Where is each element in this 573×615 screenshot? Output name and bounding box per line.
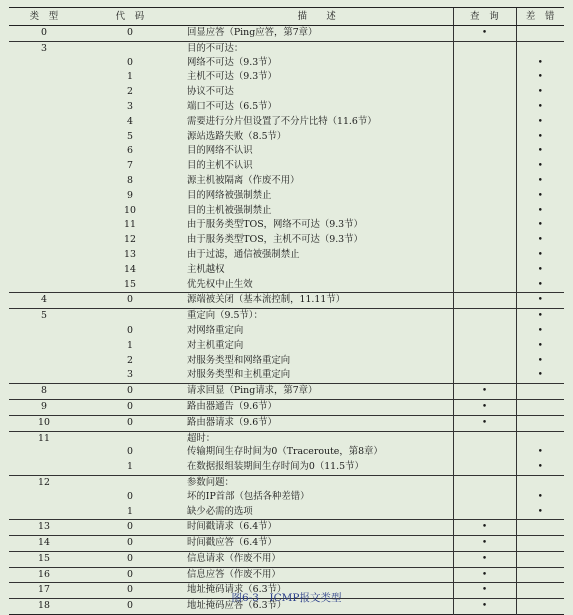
- table-row: [9, 130, 564, 145]
- type-cell: 3: [41, 42, 47, 54]
- table-row: [9, 189, 564, 204]
- code-cell: 0: [127, 446, 133, 458]
- error-cell: [516, 309, 564, 324]
- type-cell: 0: [41, 27, 47, 38]
- type-cell: 10: [38, 416, 50, 428]
- code-cell: 9: [127, 189, 133, 201]
- code-cell: 10: [124, 204, 136, 216]
- type-cell: 18: [38, 600, 50, 612]
- code-cell: 0: [127, 568, 133, 580]
- table-row: [9, 415, 564, 431]
- type-cell: [9, 218, 79, 233]
- error-bullet-icon: •: [537, 205, 543, 216]
- error-cell: [516, 551, 564, 567]
- type-group: [9, 431, 564, 475]
- header-description: 描 述: [181, 8, 453, 26]
- type-cell: 12: [38, 476, 50, 488]
- description-cell: 重定向（9.5节）：: [187, 310, 263, 322]
- description-cell: 路由器请求（9.6节）: [187, 416, 277, 428]
- description-cell: 端口不可达（6.5节）: [187, 100, 277, 112]
- type-cell: [9, 174, 79, 189]
- header-code: 代 码: [79, 8, 181, 26]
- description-cell: 信息应答（作废不用）: [187, 568, 281, 580]
- error-cell: [516, 460, 564, 475]
- error-bullet-icon: •: [537, 447, 543, 458]
- type-cell: 4: [41, 294, 47, 306]
- code-cell: [79, 431, 181, 445]
- type-cell: [9, 505, 79, 520]
- error-cell: [516, 174, 564, 189]
- error-bullet-icon: •: [537, 462, 543, 473]
- table-row: [9, 354, 564, 369]
- query-cell: [453, 204, 516, 219]
- query-bullet-icon: •: [481, 601, 488, 612]
- error-bullet-icon: •: [537, 146, 543, 157]
- error-cell: [516, 505, 564, 520]
- code-cell: 0: [127, 27, 133, 38]
- type-cell: [9, 70, 79, 85]
- query-cell: [453, 309, 516, 324]
- error-bullet-icon: •: [537, 370, 543, 381]
- query-cell: [453, 218, 516, 233]
- description-cell: 需要进行分片但设置了不分片比特（11.6节）: [187, 115, 377, 127]
- type-cell: 11: [38, 432, 50, 444]
- error-bullet-icon: •: [537, 506, 543, 517]
- type-group: [9, 26, 564, 42]
- query-bullet-icon: •: [481, 401, 488, 412]
- table-row: [9, 520, 564, 536]
- query-cell: [453, 354, 516, 369]
- code-cell: 8: [127, 174, 133, 186]
- error-bullet-icon: •: [537, 491, 543, 502]
- table-row: [9, 384, 564, 400]
- code-cell: 11: [124, 219, 136, 231]
- error-bullet-icon: •: [537, 235, 543, 246]
- description-cell: 目的网络被强制禁止: [187, 189, 272, 201]
- type-cell: [9, 368, 79, 383]
- query-cell: [453, 399, 516, 415]
- query-cell: [453, 536, 516, 552]
- description-cell: 对服务类型和网络重定向: [187, 354, 291, 366]
- error-cell: [516, 490, 564, 505]
- code-cell: 0: [127, 56, 133, 68]
- table-row: [9, 26, 564, 42]
- table-row: [9, 309, 564, 324]
- description-cell: 协议不可达: [187, 86, 234, 98]
- query-bullet-icon: •: [481, 28, 488, 38]
- query-cell: [453, 26, 516, 42]
- type-cell: [9, 233, 79, 248]
- type-group: [9, 309, 564, 384]
- code-cell: 2: [127, 86, 133, 98]
- code-cell: 14: [124, 263, 136, 275]
- type-cell: [9, 85, 79, 100]
- query-cell: [453, 368, 516, 383]
- description-cell: 源站选路失败（8.5节）: [187, 130, 287, 142]
- type-cell: 13: [38, 521, 50, 533]
- query-cell: [453, 460, 516, 475]
- error-bullet-icon: •: [537, 325, 543, 336]
- query-cell: [453, 130, 516, 145]
- type-cell: [9, 130, 79, 145]
- query-cell: [453, 505, 516, 520]
- description-cell: 目的主机不认识: [187, 160, 253, 172]
- table-row: [9, 445, 564, 460]
- type-cell: [9, 159, 79, 174]
- description-cell: 由于服务类型TOS，网络不可达（9.3节）: [187, 219, 363, 231]
- type-cell: [9, 460, 79, 475]
- code-cell: 0: [127, 416, 133, 428]
- query-bullet-icon: •: [481, 386, 488, 397]
- type-cell: [9, 100, 79, 115]
- error-cell: [516, 204, 564, 219]
- code-cell: 1: [127, 339, 133, 351]
- description-cell: 网络不可达（9.3节）: [187, 56, 277, 68]
- type-group: [9, 293, 564, 309]
- description-cell: 在数据报组装期间生存时间为0（11.5节）: [187, 461, 364, 473]
- error-cell: [516, 56, 564, 71]
- error-bullet-icon: •: [537, 249, 543, 260]
- code-cell: 3: [127, 100, 133, 112]
- description-cell: 对主机重定向: [187, 339, 244, 351]
- query-cell: [453, 293, 516, 309]
- table-row: [9, 159, 564, 174]
- type-cell: [9, 354, 79, 369]
- description-cell: 路由器通告（9.6节）: [187, 400, 277, 412]
- table-row: [9, 551, 564, 567]
- type-group: [9, 536, 564, 552]
- table-row: [9, 431, 564, 445]
- table-header: [9, 8, 564, 26]
- query-cell: [453, 233, 516, 248]
- table-row: [9, 536, 564, 552]
- figure-caption: 图6-3 ICMP报文类型: [231, 592, 342, 604]
- query-cell: [453, 567, 516, 583]
- table-row: [9, 567, 564, 583]
- error-bullet-icon: •: [537, 116, 543, 127]
- description-cell: 参数问题：: [187, 476, 234, 488]
- query-cell: [453, 475, 516, 489]
- code-cell: 4: [127, 115, 133, 127]
- description-cell: 地址掩码请求（6.3节）: [187, 584, 287, 596]
- error-bullet-icon: •: [537, 175, 543, 186]
- description-cell: 主机越权: [187, 263, 225, 275]
- error-cell: [516, 445, 564, 460]
- description-cell: 目的网络不认识: [187, 145, 253, 157]
- description-cell: 对服务类型和主机重定向: [187, 369, 291, 381]
- query-cell: [453, 56, 516, 71]
- type-cell: 8: [41, 385, 47, 397]
- description-cell: 由于过滤，通信被强制禁止: [187, 248, 300, 260]
- query-cell: [453, 445, 516, 460]
- error-cell: [516, 159, 564, 174]
- error-cell: [516, 26, 564, 42]
- code-cell: 7: [127, 160, 133, 172]
- error-bullet-icon: •: [537, 355, 543, 366]
- query-cell: [453, 339, 516, 354]
- type-cell: [9, 204, 79, 219]
- error-cell: [516, 431, 564, 445]
- description-cell: 地址掩码应答（6.3节）: [187, 600, 287, 612]
- table-row: [9, 233, 564, 248]
- error-cell: [516, 520, 564, 536]
- code-cell: 0: [127, 490, 133, 502]
- code-cell: 0: [127, 324, 133, 336]
- table-row: [9, 174, 564, 189]
- query-cell: [453, 278, 516, 293]
- type-cell: [9, 278, 79, 293]
- error-bullet-icon: •: [537, 279, 543, 290]
- description-cell: 目的主机被强制禁止: [187, 204, 272, 216]
- type-cell: [9, 490, 79, 505]
- table-row: [9, 144, 564, 159]
- error-cell: [516, 41, 564, 55]
- code-cell: 0: [127, 552, 133, 564]
- error-cell: [516, 70, 564, 85]
- type-cell: [9, 56, 79, 71]
- error-cell: [516, 130, 564, 145]
- header-query: 查 询: [453, 8, 516, 26]
- type-cell: [9, 324, 79, 339]
- query-cell: [453, 159, 516, 174]
- table-row: [9, 475, 564, 489]
- query-cell: [453, 263, 516, 278]
- type-cell: 16: [38, 568, 50, 580]
- table-row: [9, 41, 564, 55]
- query-bullet-icon: •: [481, 585, 488, 596]
- type-group: [9, 41, 564, 293]
- description-cell: 对网络重定向: [187, 324, 244, 336]
- code-cell: 2: [127, 354, 133, 366]
- error-bullet-icon: •: [537, 57, 543, 68]
- query-cell: [453, 324, 516, 339]
- error-cell: [516, 567, 564, 583]
- code-cell: 12: [124, 234, 136, 246]
- error-bullet-icon: •: [537, 190, 543, 201]
- type-cell: 14: [38, 537, 50, 549]
- code-cell: 0: [127, 521, 133, 533]
- type-cell: [9, 189, 79, 204]
- query-cell: [453, 551, 516, 567]
- table-row: [9, 70, 564, 85]
- description-cell: 目的不可达：: [187, 42, 244, 54]
- error-bullet-icon: •: [537, 311, 543, 322]
- type-cell: [9, 144, 79, 159]
- table-row: [9, 115, 564, 130]
- type-group: [9, 551, 564, 567]
- code-cell: 0: [127, 400, 133, 412]
- query-cell: [453, 85, 516, 100]
- type-cell: [9, 263, 79, 278]
- type-cell: [9, 115, 79, 130]
- table-row: [9, 56, 564, 71]
- table-row: [9, 339, 564, 354]
- query-cell: [453, 520, 516, 536]
- description-cell: 源主机被隔离（作废不用）: [187, 174, 300, 186]
- code-cell: 0: [127, 537, 133, 549]
- code-cell: 13: [124, 248, 136, 260]
- query-cell: [453, 384, 516, 400]
- table-row: [9, 263, 564, 278]
- error-bullet-icon: •: [537, 131, 543, 142]
- error-cell: [516, 218, 564, 233]
- error-cell: [516, 339, 564, 354]
- type-cell: 5: [41, 310, 47, 322]
- table-row: [9, 368, 564, 383]
- query-bullet-icon: •: [481, 569, 488, 580]
- type-group: [9, 415, 564, 431]
- error-cell: [516, 263, 564, 278]
- error-bullet-icon: •: [537, 161, 543, 172]
- error-cell: [516, 293, 564, 309]
- table-row: [9, 293, 564, 309]
- error-bullet-icon: •: [537, 340, 543, 351]
- header-type: 类 型: [9, 8, 79, 26]
- query-cell: [453, 100, 516, 115]
- code-cell: 1: [127, 71, 133, 83]
- query-cell: [453, 115, 516, 130]
- description-cell: 由于服务类型TOS，主机不可达（9.3节）: [187, 234, 363, 246]
- error-cell: [516, 324, 564, 339]
- code-cell: 15: [124, 278, 136, 290]
- description-cell: 时间戳应答（6.4节）: [187, 537, 277, 549]
- table-row: [9, 100, 564, 115]
- code-cell: 5: [127, 130, 133, 142]
- error-bullet-icon: •: [537, 220, 543, 231]
- type-cell: 15: [38, 552, 50, 564]
- description-cell: 缺少必需的选项: [187, 505, 253, 517]
- code-cell: 3: [127, 369, 133, 381]
- error-bullet-icon: •: [537, 264, 543, 275]
- table-row: [9, 399, 564, 415]
- error-cell: [516, 189, 564, 204]
- table-row: [9, 218, 564, 233]
- query-bullet-icon: •: [481, 553, 488, 564]
- type-group: [9, 399, 564, 415]
- error-cell: [516, 248, 564, 263]
- code-cell: 0: [127, 600, 133, 612]
- type-cell: 17: [38, 584, 50, 596]
- error-cell: [516, 100, 564, 115]
- query-bullet-icon: •: [481, 417, 488, 428]
- query-cell: [453, 415, 516, 431]
- code-cell: 1: [127, 461, 133, 473]
- error-cell: [516, 536, 564, 552]
- error-cell: [516, 475, 564, 489]
- description-cell: 超时：: [187, 432, 216, 444]
- error-cell: [516, 278, 564, 293]
- error-cell: [516, 144, 564, 159]
- query-cell: [453, 189, 516, 204]
- error-cell: [516, 368, 564, 383]
- header-row: [9, 8, 564, 26]
- error-bullet-icon: •: [537, 72, 543, 83]
- error-cell: [516, 233, 564, 248]
- header-error: 差 错: [516, 8, 564, 26]
- query-cell: [453, 41, 516, 55]
- code-cell: [79, 475, 181, 489]
- code-cell: 0: [127, 385, 133, 397]
- code-cell: [79, 41, 181, 55]
- description-cell: 信息请求（作废不用）: [187, 552, 281, 564]
- table-row: [9, 248, 564, 263]
- error-cell: [516, 354, 564, 369]
- type-cell: 9: [41, 400, 47, 412]
- table-row: [9, 85, 564, 100]
- query-cell: [453, 490, 516, 505]
- error-cell: [516, 415, 564, 431]
- table-row: [9, 460, 564, 475]
- query-bullet-icon: •: [481, 522, 488, 533]
- description-cell: 传输期间生存时间为0（Traceroute，第8章）: [187, 446, 383, 458]
- description-cell: 主机不可达（9.3节）: [187, 71, 277, 83]
- type-group: [9, 520, 564, 536]
- query-cell: [453, 248, 516, 263]
- icmp-message-type-table: [9, 7, 564, 615]
- description-cell: 源端被关闭（基本流控制，11.11节）: [187, 294, 346, 306]
- query-bullet-icon: •: [481, 538, 488, 549]
- description-cell: 回显应答（Ping应答，第7章）: [187, 27, 318, 38]
- table-row: [9, 490, 564, 505]
- type-group: [9, 384, 564, 400]
- table-row: [9, 505, 564, 520]
- type-group: [9, 475, 564, 519]
- type-cell: [9, 248, 79, 263]
- error-cell: [516, 115, 564, 130]
- error-bullet-icon: •: [537, 87, 543, 98]
- error-cell: [516, 399, 564, 415]
- type-cell: [9, 339, 79, 354]
- query-cell: [453, 144, 516, 159]
- error-bullet-icon: •: [537, 295, 543, 306]
- code-cell: [79, 309, 181, 324]
- code-cell: 0: [127, 584, 133, 596]
- error-cell: [516, 384, 564, 400]
- table-row: [9, 278, 564, 293]
- table-row: [9, 204, 564, 219]
- type-cell: [9, 445, 79, 460]
- type-group: [9, 567, 564, 583]
- code-cell: 0: [127, 294, 133, 306]
- code-cell: 1: [127, 505, 133, 517]
- description-cell: 坏的IP首部（包括各种差错）: [187, 490, 310, 502]
- query-cell: [453, 70, 516, 85]
- description-cell: 请求回显（Ping请求，第7章）: [187, 385, 318, 397]
- description-cell: 时间戳请求（6.4节）: [187, 521, 277, 533]
- query-cell: [453, 431, 516, 445]
- description-cell: 优先权中止生效: [187, 278, 253, 290]
- code-cell: 6: [127, 145, 133, 157]
- query-cell: [453, 174, 516, 189]
- table-row: [9, 324, 564, 339]
- error-bullet-icon: •: [537, 101, 543, 112]
- error-cell: [516, 85, 564, 100]
